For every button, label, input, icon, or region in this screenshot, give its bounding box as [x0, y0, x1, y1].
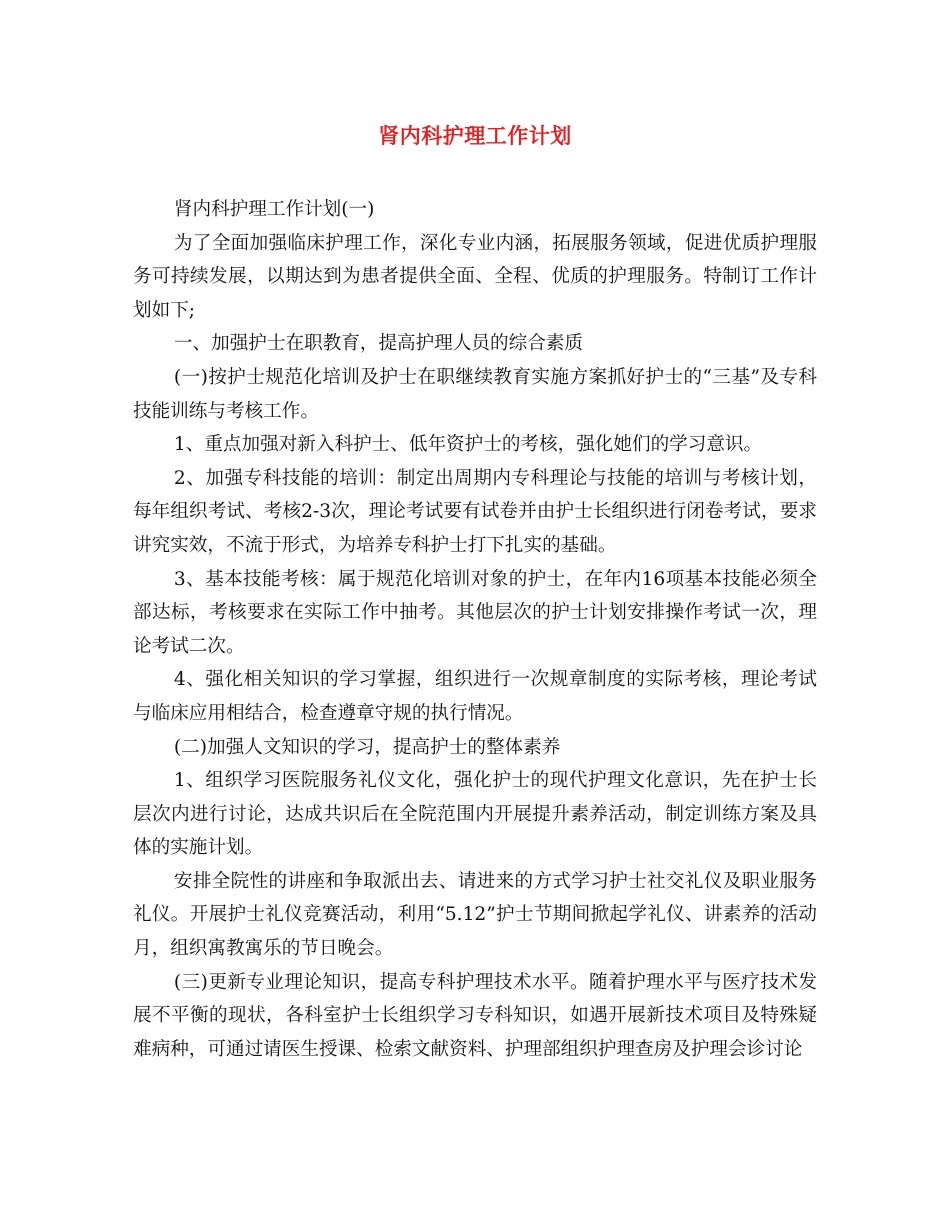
document-body	[133, 193, 817, 1066]
paragraph: 安排全院性的讲座和争取派出去、请进来的方式学习护士社交礼仪及职业服务礼仪。开展护士礼仪竞赛活动，利用“5.12”护士节期间掀起学礼仪、讲素养的活动月，组织寓教寓乐的节日晚会。	[133, 870, 817, 960]
list-item: 2、加强专科技能的培训：制定出周期内专科理论与技能的培训与考核计划，每年组织考试、考核2-3次，理论考试要有试卷并由护士长组织进行闭卷考试，要求讲究实效，不流于形式，为培养专科护士打下扎实的基础。	[133, 467, 817, 556]
section-heading: 一、加强护士在职教育，提高护理人员的综合素质	[173, 333, 583, 355]
paragraph: 肾内科护理工作计划(一)	[173, 199, 375, 220]
paragraph: (一)按护士规范化培训及护士在职继续教育实施方案抓好护士的“三基”及专科技能训练与考核工作。	[133, 366, 817, 422]
list-item: 1、重点加强对新入科护士、低年资护士的考核，强化她们的学习意识。	[173, 434, 763, 456]
list-item: 1、组织学习医院服务礼仪文化，强化护士的现代护理文化意识，先在护士长层次内进行讨论，达成共识后在全院范围内开展提升素养活动，制定训练方案及具体的实施计划。	[133, 770, 817, 859]
subsection-heading: (二)加强人文知识的学习，提高护士的整体素养	[173, 736, 561, 758]
paragraph: 为了全面加强临床护理工作，深化专业内涵，拓展服务领域，促进优质护理服务可持续发展，以期达到为患者提供全面、全程、优质的护理服务。特制订工作计划如下;	[133, 232, 817, 321]
list-item: 4、强化相关知识的学习掌握，组织进行一次规章制度的实际考核，理论考试与临床应用相结合，检查遵章守规的执行情况。	[133, 669, 817, 724]
document-title: 肾内科护理工作计划	[378, 123, 572, 148]
paragraph: (三)更新专业理论知识，提高专科护理技术水平。随着护理水平与医疗技术发展不平衡的现状，各科室护士长组织学习专科知识，如遇开展新技术项目及特殊疑难病种，可通过请医生授课、检索文献资料、护理部组织护理查房及护理会诊讨论	[133, 971, 817, 1060]
list-item: 3、基本技能考核：属于规范化培训对象的护士，在年内16项基本技能必须全部达标，考核要求在实际工作中抽考。其他层次的护士计划安排操作考试一次，理论考试二次。	[133, 568, 817, 657]
